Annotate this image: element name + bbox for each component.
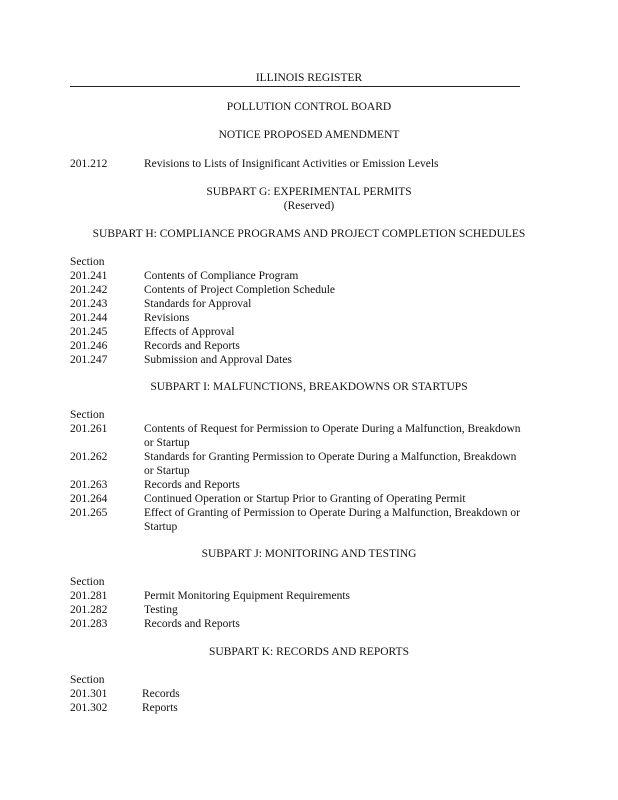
section-title: Reports bbox=[142, 702, 178, 714]
section-title: Contents of Project Completion Schedule bbox=[144, 284, 336, 296]
section-number: 201.246 bbox=[70, 340, 108, 352]
section-number: 201.261 bbox=[70, 423, 108, 435]
section-title: Contents of Compliance Program bbox=[144, 270, 299, 282]
notice-title: NOTICE PROPOSED AMENDMENT bbox=[218, 129, 400, 141]
section-title: Effect of Granting of Permission to Operate During a Malfunction, Breakdown or bbox=[144, 507, 520, 519]
section-title: Revisions bbox=[144, 312, 190, 324]
section-number: 201.263 bbox=[70, 479, 108, 491]
section-number: 201.265 bbox=[70, 507, 108, 519]
section-label: Section bbox=[70, 576, 105, 588]
section-label: Section bbox=[70, 674, 105, 686]
section-title: Continued Operation or Startup Prior to Granting of Operating Permit bbox=[144, 493, 466, 505]
section-title: Permit Monitoring Equipment Requirements bbox=[144, 590, 351, 602]
section-number: 201.243 bbox=[70, 298, 108, 310]
section-number: 201.301 bbox=[70, 688, 108, 700]
section-label: Section bbox=[70, 256, 105, 268]
section-title: Standards for Approval bbox=[144, 298, 252, 310]
section-title: Revisions to Lists of Insignificant Activities or Emission Levels bbox=[144, 158, 439, 170]
section-number: 201.247 bbox=[70, 354, 108, 366]
section-number: 201.264 bbox=[70, 493, 108, 505]
subpart-g-heading: SUBPART G: EXPERIMENTAL PERMITS bbox=[206, 186, 412, 198]
section-number: 201.242 bbox=[70, 284, 108, 296]
section-title: Effects of Approval bbox=[144, 326, 235, 338]
subpart-h-heading: SUBPART H: COMPLIANCE PROGRAMS AND PROJECT COMPLETION SCHEDULES bbox=[92, 228, 526, 240]
section-title: Submission and Approval Dates bbox=[144, 354, 292, 366]
section-number: 201.262 bbox=[70, 451, 108, 463]
section-title: Records and Reports bbox=[144, 618, 240, 630]
section-number: 201.281 bbox=[70, 590, 108, 602]
section-number: 201.245 bbox=[70, 326, 108, 338]
section-title: Contents of Request for Permission to Operate During a Malfunction, Breakdown bbox=[144, 423, 521, 435]
board-name: POLLUTION CONTROL BOARD bbox=[226, 101, 392, 113]
header-rule bbox=[70, 86, 520, 87]
subpart-j-heading: SUBPART J: MONITORING AND TESTING bbox=[201, 548, 417, 560]
section-title: Records bbox=[142, 688, 180, 700]
section-title-continued: Startup bbox=[144, 521, 178, 533]
section-number: 201.283 bbox=[70, 618, 108, 630]
section-title-continued: or Startup bbox=[144, 437, 190, 449]
subpart-i-heading: SUBPART I: MALFUNCTIONS, BREAKDOWNS OR STARTUPS bbox=[150, 381, 468, 393]
section-title-continued: or Startup bbox=[144, 465, 190, 477]
subpart-g-note: (Reserved) bbox=[283, 200, 335, 212]
section-title: Records and Reports bbox=[144, 340, 240, 352]
section-number: 201.244 bbox=[70, 312, 108, 324]
section-title: Testing bbox=[144, 604, 178, 616]
section-label: Section bbox=[70, 409, 105, 421]
section-number: 201.302 bbox=[70, 702, 108, 714]
section-number: 201.241 bbox=[70, 270, 108, 282]
register-title: ILLINOIS REGISTER bbox=[255, 72, 363, 84]
section-title: Standards for Granting Permission to Operate During a Malfunction, Breakdown bbox=[144, 451, 517, 463]
section-title: Records and Reports bbox=[144, 479, 240, 491]
section-number: 201.282 bbox=[70, 604, 108, 616]
section-number: 201.212 bbox=[70, 158, 108, 170]
subpart-k-heading: SUBPART K: RECORDS AND REPORTS bbox=[209, 646, 409, 658]
